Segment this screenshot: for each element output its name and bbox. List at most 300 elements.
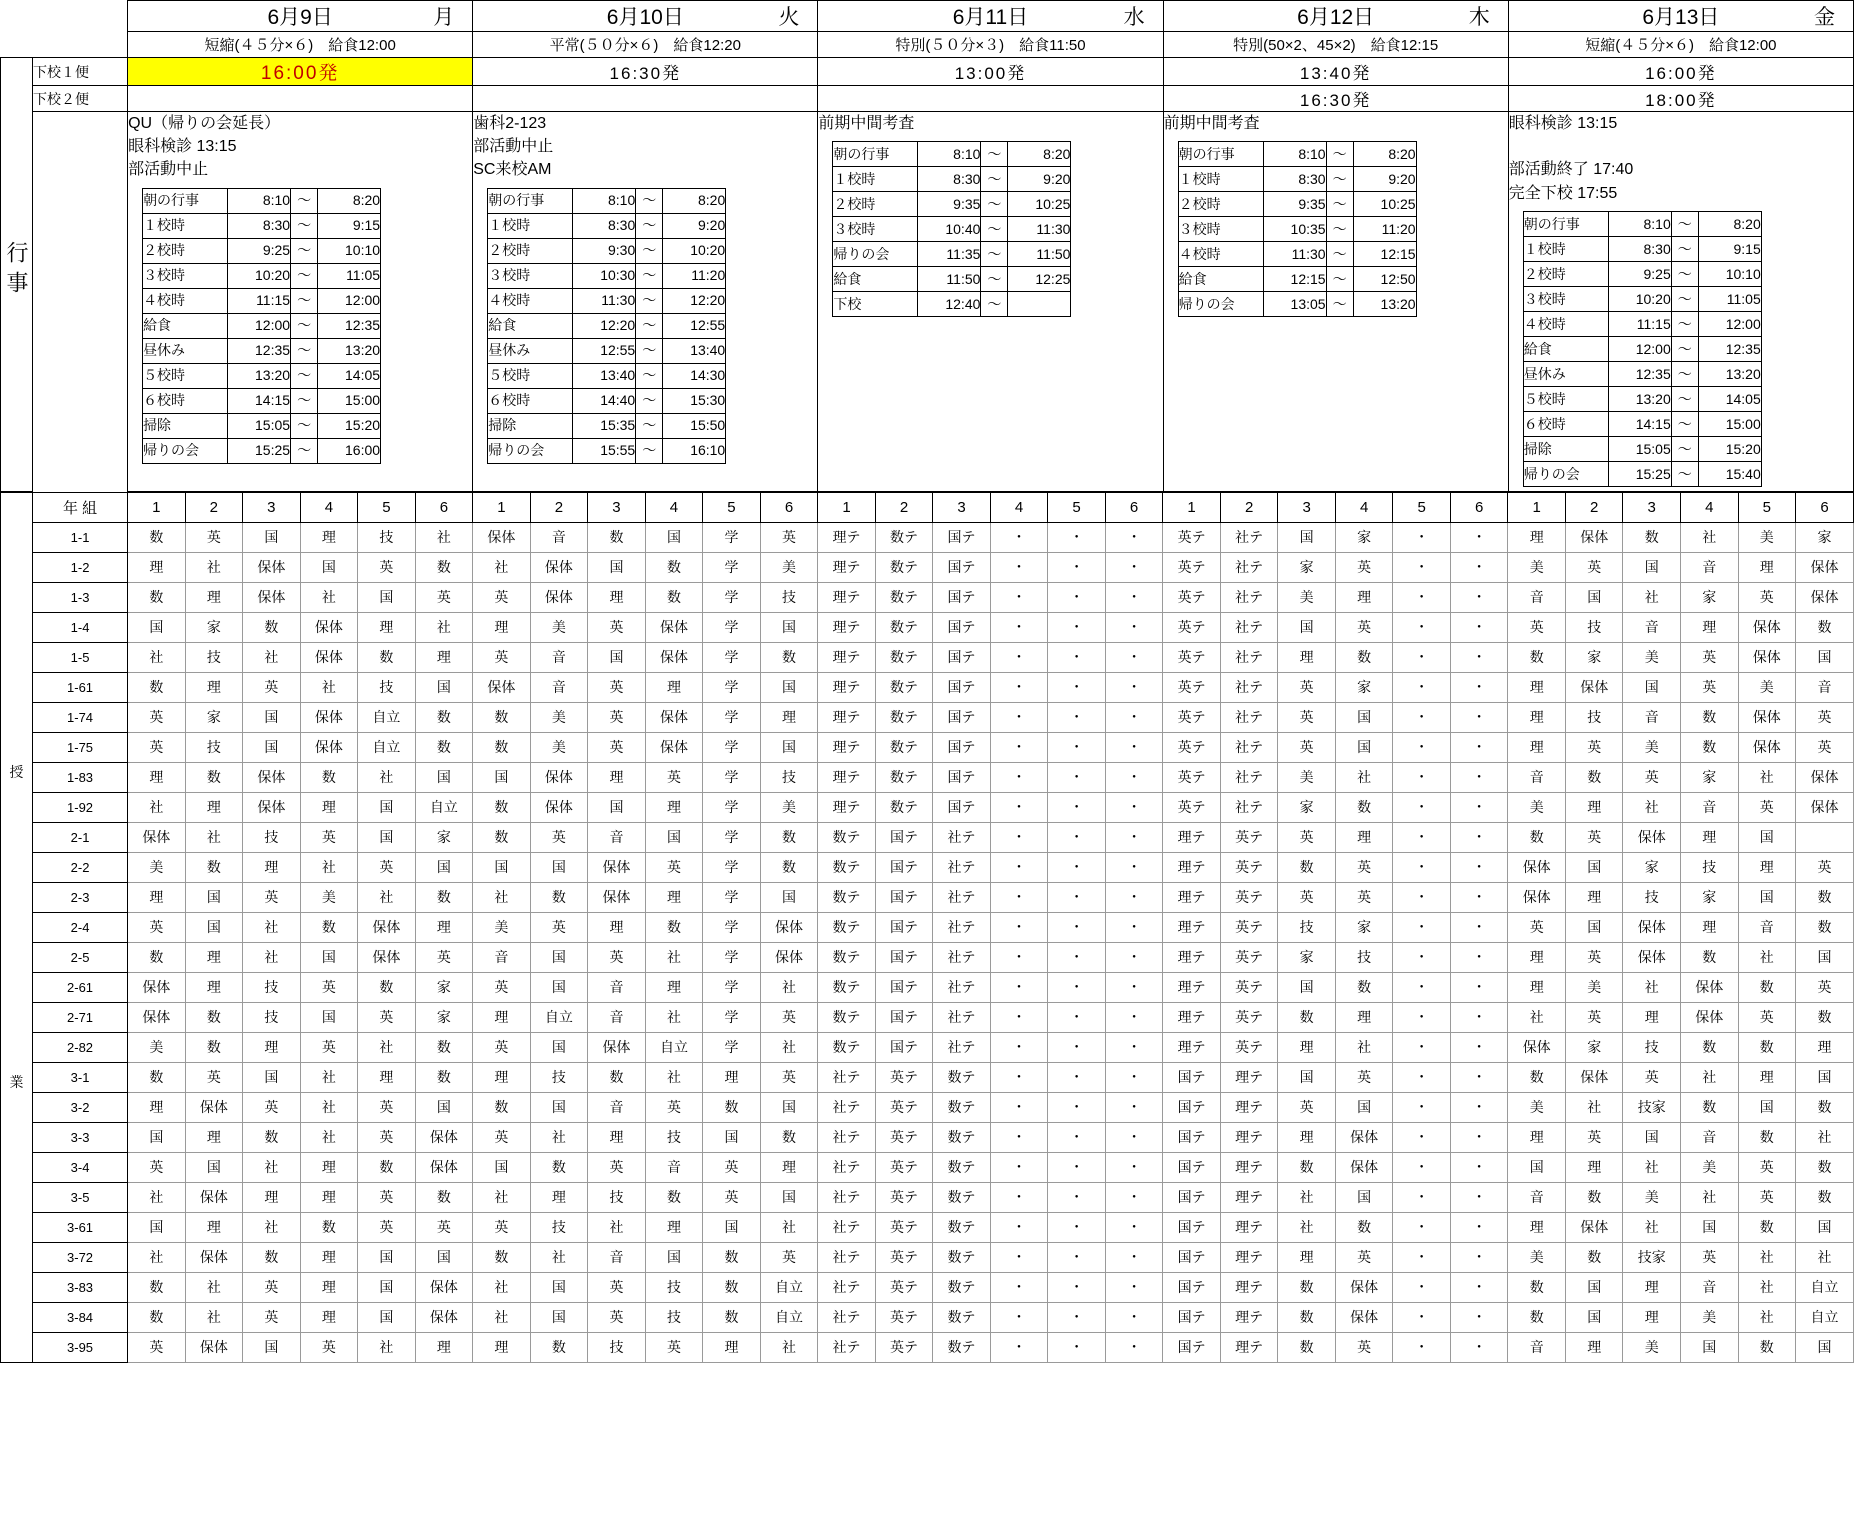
period-start: 13:05 — [1263, 292, 1326, 317]
period-schedule-row — [1178, 192, 1416, 217]
subject-cell: ・ — [1048, 852, 1106, 882]
period-tilde: 〜 — [291, 238, 318, 263]
subject-cell: 理テ — [1220, 1122, 1278, 1152]
period-header-d3-p4: 4 — [1335, 492, 1393, 522]
subject-cell: 社テ — [818, 1302, 876, 1332]
period-end: 16:00 — [318, 438, 381, 463]
subject-cell: 英テ — [875, 1302, 933, 1332]
subject-cell: 数 — [243, 612, 301, 642]
subject-cell: ・ — [1048, 792, 1106, 822]
subject-cell: 数テ — [933, 1092, 991, 1122]
period-schedule-row — [488, 413, 726, 438]
subject-cell: 社 — [128, 1242, 186, 1272]
day-date-2: 6月11日 — [952, 6, 1029, 29]
subject-cell: 国テ — [875, 822, 933, 852]
subject-cell: 美 — [530, 732, 588, 762]
table-row — [1, 942, 1854, 972]
subject-cell: 社 — [1796, 1242, 1854, 1272]
day-header-4 — [1508, 1, 1853, 32]
table-row — [1, 1182, 1854, 1212]
subject-cell: 国 — [300, 942, 358, 972]
period-schedule-row — [1523, 386, 1761, 411]
table-row — [1, 702, 1854, 732]
subject-cell: 保体 — [588, 852, 646, 882]
subject-cell: 音 — [588, 972, 646, 1002]
subject-cell: 保体 — [1335, 1122, 1393, 1152]
subject-cell: ・ — [990, 822, 1048, 852]
subject-cell: 保体 — [1738, 642, 1796, 672]
subject-cell: 学 — [703, 702, 761, 732]
period-tilde: 〜 — [291, 313, 318, 338]
subject-cell: ・ — [1048, 942, 1106, 972]
subject-cell: 国 — [1335, 702, 1393, 732]
period-name: 掃除 — [1523, 436, 1608, 461]
events-cell-0 — [128, 112, 473, 492]
period-end — [1008, 292, 1071, 317]
subject-cell: 社 — [1738, 762, 1796, 792]
subject-cell: 社 — [358, 882, 416, 912]
subject-cell: ・ — [1048, 1242, 1106, 1272]
day-date-1: 6月10日 — [606, 6, 684, 29]
departure-2-label: 下校２便 — [33, 86, 128, 112]
period-schedule-row — [143, 413, 381, 438]
period-end: 9:20 — [1008, 167, 1071, 192]
subject-cell: 理 — [1278, 642, 1336, 672]
subject-cell: 理 — [473, 1002, 531, 1032]
subject-cell: 保体 — [300, 702, 358, 732]
period-start: 15:25 — [228, 438, 291, 463]
subject-cell: 数 — [645, 912, 703, 942]
events-section — [0, 0, 1854, 492]
period-tilde: 〜 — [1671, 361, 1698, 386]
subject-cell: 保体 — [1335, 1152, 1393, 1182]
subject-cell: 数 — [128, 522, 186, 552]
subject-cell: 数テ — [875, 732, 933, 762]
subject-cell: ・ — [1450, 1122, 1508, 1152]
subject-cell: 理テ — [1220, 1212, 1278, 1242]
period-tilde: 〜 — [1671, 336, 1698, 361]
subject-cell: 社 — [1796, 1122, 1854, 1152]
subject-cell: 数テ — [818, 1032, 876, 1062]
subject-cell: 英 — [1796, 732, 1854, 762]
subject-cell: 理 — [1738, 552, 1796, 582]
subject-cell: ・ — [1105, 1332, 1163, 1362]
period-name: 帰りの会 — [143, 438, 228, 463]
subject-cell: 英テ — [1220, 852, 1278, 882]
subject-cell: 国 — [1623, 1122, 1681, 1152]
subject-cell: 英テ — [875, 1122, 933, 1152]
period-name: 給食 — [833, 267, 918, 292]
period-header-d0-p2: 2 — [185, 492, 243, 522]
subject-cell: 美 — [1680, 1152, 1738, 1182]
subject-cell: 技 — [1680, 852, 1738, 882]
subject-cell: 国 — [1278, 612, 1336, 642]
period-end: 11:05 — [318, 263, 381, 288]
subject-cell: 音 — [645, 1152, 703, 1182]
subject-cell: 英 — [1565, 1122, 1623, 1152]
subject-cell: 英 — [1508, 912, 1566, 942]
subject-cell: ・ — [1393, 732, 1451, 762]
subject-cell: 保体 — [1335, 1302, 1393, 1332]
subject-cell: 理 — [588, 582, 646, 612]
subject-cell: 英テ — [875, 1242, 933, 1272]
subject-cell: 美 — [128, 852, 186, 882]
period-tilde: 〜 — [636, 263, 663, 288]
subject-cell: 技 — [530, 1062, 588, 1092]
period-tilde: 〜 — [291, 363, 318, 388]
subject-cell: 英 — [243, 672, 301, 702]
subject-cell: 英テ — [1163, 522, 1221, 552]
class-name: 3-95 — [33, 1332, 128, 1362]
subject-cell: 数テ — [875, 582, 933, 612]
subject-cell: 数テ — [875, 762, 933, 792]
subject-cell: 社 — [243, 912, 301, 942]
period-schedule-row — [1523, 436, 1761, 461]
class-column-header: 年 組 — [33, 492, 128, 522]
period-tilde: 〜 — [981, 267, 1008, 292]
subject-cell: ・ — [1105, 552, 1163, 582]
subject-cell: 家 — [1565, 1032, 1623, 1062]
subject-cell: 理テ — [818, 762, 876, 792]
subject-cell: 数テ — [818, 1002, 876, 1032]
subject-cell: 英 — [1278, 822, 1336, 852]
subject-cell: 音 — [530, 522, 588, 552]
subject-cell: ・ — [1393, 1032, 1451, 1062]
subject-cell: 美 — [1623, 642, 1681, 672]
period-header-d2-p4: 4 — [990, 492, 1048, 522]
subject-cell: 英 — [760, 1062, 818, 1092]
subject-cell: 国 — [358, 792, 416, 822]
subject-cell: 理 — [1796, 1032, 1854, 1062]
subject-cell: 理テ — [1163, 1032, 1221, 1062]
subject-cell: 国 — [243, 1332, 301, 1362]
subject-cell: ・ — [990, 522, 1048, 552]
period-schedule-row — [1523, 286, 1761, 311]
period-name: ３校時 — [488, 263, 573, 288]
period-tilde: 〜 — [1671, 386, 1698, 411]
subject-cell: 国 — [1623, 552, 1681, 582]
subject-cell: ・ — [1393, 1062, 1451, 1092]
subject-cell: 美 — [1508, 792, 1566, 822]
subject-cell: 保体 — [1623, 942, 1681, 972]
subject-cell: ・ — [1393, 1002, 1451, 1032]
pattern-row — [1, 32, 1854, 58]
subject-cell: 音 — [1680, 792, 1738, 822]
subject-cell: 英 — [645, 762, 703, 792]
period-name: ４校時 — [143, 288, 228, 313]
subject-cell: ・ — [1105, 1122, 1163, 1152]
day-header-3 — [1163, 1, 1508, 32]
subject-cell: 数 — [473, 702, 531, 732]
subject-cell: 社 — [1738, 1302, 1796, 1332]
subject-cell: 家 — [415, 972, 473, 1002]
subject-cell: ・ — [990, 702, 1048, 732]
subject-cell: ・ — [1393, 1212, 1451, 1242]
subject-cell: 美 — [530, 612, 588, 642]
subject-cell: 英 — [473, 582, 531, 612]
subject-cell: ・ — [1393, 672, 1451, 702]
subject-cell: 国テ — [933, 642, 991, 672]
subject-cell: 数 — [703, 1092, 761, 1122]
subject-cell: ・ — [1048, 1062, 1106, 1092]
subject-cell: 保体 — [1335, 1272, 1393, 1302]
subject-cell: 英 — [415, 942, 473, 972]
subject-cell: ・ — [1393, 762, 1451, 792]
subject-cell: 社 — [1680, 1062, 1738, 1092]
subject-cell: 国 — [760, 732, 818, 762]
subject-cell: ・ — [990, 1152, 1048, 1182]
subject-cell: 社 — [645, 1062, 703, 1092]
subject-cell: 保体 — [415, 1152, 473, 1182]
subject-cell: 音 — [530, 672, 588, 702]
event-line: 歯科2-123 — [473, 115, 547, 132]
period-end: 8:20 — [1353, 142, 1416, 167]
subject-cell: 国 — [1565, 1302, 1623, 1332]
period-start: 15:55 — [573, 438, 636, 463]
subject-cell: 社 — [185, 552, 243, 582]
subject-cell: 国 — [1680, 1212, 1738, 1242]
period-tilde: 〜 — [291, 263, 318, 288]
subject-cell: 国 — [1796, 942, 1854, 972]
class-name: 2-5 — [33, 942, 128, 972]
period-name: ４校時 — [1523, 311, 1608, 336]
subject-cell: 学 — [703, 882, 761, 912]
subject-cell: 国テ — [1163, 1062, 1221, 1092]
subject-cell: 国 — [128, 612, 186, 642]
subject-cell: 美 — [1508, 1092, 1566, 1122]
subject-cell: 数テ — [933, 1182, 991, 1212]
table-row — [1, 1092, 1854, 1122]
period-schedule-row — [1178, 142, 1416, 167]
subject-cell: 数 — [530, 1152, 588, 1182]
subject-cell: 保体 — [1508, 852, 1566, 882]
subject-cell: 社 — [415, 522, 473, 552]
subject-cell: 理テ — [1163, 912, 1221, 942]
subject-cell: 理 — [1508, 1122, 1566, 1152]
period-end: 12:15 — [1353, 242, 1416, 267]
subject-cell: 理 — [128, 762, 186, 792]
subject-cell: 理 — [300, 1182, 358, 1212]
subject-cell: 数テ — [933, 1242, 991, 1272]
subject-cell: 国テ — [875, 882, 933, 912]
subject-cell: 社 — [1278, 1182, 1336, 1212]
period-tilde: 〜 — [981, 142, 1008, 167]
subject-cell: 理 — [185, 582, 243, 612]
subject-cell: 家 — [1278, 942, 1336, 972]
subject-cell: 英 — [645, 1092, 703, 1122]
subject-cell: 数 — [530, 1332, 588, 1362]
class-name: 2-3 — [33, 882, 128, 912]
pattern-3: 特別(50×2、45×2) 給食12:15 — [1163, 32, 1508, 58]
subject-cell: 国 — [1623, 672, 1681, 702]
subject-cell: 理 — [358, 612, 416, 642]
period-header-d1-p3: 3 — [588, 492, 646, 522]
subject-cell: 国 — [645, 1242, 703, 1272]
subject-cell: ・ — [1105, 1212, 1163, 1242]
subject-cell: 理 — [243, 852, 301, 882]
subject-cell: 音 — [1508, 1332, 1566, 1362]
period-name: １校時 — [1523, 236, 1608, 261]
subject-cell: ・ — [1105, 1272, 1163, 1302]
subject-cell: 技 — [1278, 912, 1336, 942]
subject-cell: 理テ — [1163, 882, 1221, 912]
subject-cell: 保体 — [128, 822, 186, 852]
subject-cell: ・ — [1450, 1212, 1508, 1242]
subject-cell: 社テ — [818, 1272, 876, 1302]
period-header-d3-p6: 6 — [1450, 492, 1508, 522]
subject-cell: 数 — [1796, 882, 1854, 912]
table-row — [1, 612, 1854, 642]
subject-cell: 数 — [473, 732, 531, 762]
subject-cell: ・ — [1450, 972, 1508, 1002]
subject-cell: 美 — [1508, 1242, 1566, 1272]
subject-cell: 理 — [300, 1302, 358, 1332]
timetable-header-row — [1, 492, 1854, 522]
period-schedule-row — [1523, 261, 1761, 286]
subject-cell: 数 — [1738, 972, 1796, 1002]
subject-cell: ・ — [1393, 702, 1451, 732]
subject-cell: 自立 — [760, 1302, 818, 1332]
subject-cell: 保体 — [185, 1332, 243, 1362]
subject-cell: 数テ — [818, 972, 876, 1002]
subject-cell: 学 — [703, 552, 761, 582]
subject-cell: 理 — [760, 702, 818, 732]
subject-cell: 数テ — [875, 672, 933, 702]
subject-cell: 技家 — [1623, 1092, 1681, 1122]
subject-cell: ・ — [990, 1182, 1048, 1212]
subject-cell: ・ — [1393, 1182, 1451, 1212]
subject-cell: 技 — [760, 582, 818, 612]
subject-cell: ・ — [1105, 1092, 1163, 1122]
subject-cell: ・ — [1048, 1332, 1106, 1362]
subject-cell: 数 — [473, 1092, 531, 1122]
period-start: 11:15 — [228, 288, 291, 313]
subject-cell: 英 — [358, 1212, 416, 1242]
period-schedule-row — [1523, 461, 1761, 486]
subject-cell: ・ — [1048, 762, 1106, 792]
subject-cell: ・ — [1105, 882, 1163, 912]
subject-cell: 英 — [358, 1122, 416, 1152]
subject-cell: 英 — [703, 1152, 761, 1182]
subject-cell: 技 — [1623, 1032, 1681, 1062]
subject-cell: ・ — [1105, 792, 1163, 822]
subject-cell: ・ — [990, 1062, 1048, 1092]
period-schedule-row — [833, 242, 1071, 267]
period-schedule-row — [1523, 336, 1761, 361]
class-name: 2-2 — [33, 852, 128, 882]
subject-cell: 社 — [473, 1302, 531, 1332]
subject-cell: 理 — [415, 642, 473, 672]
subject-cell: ・ — [1105, 942, 1163, 972]
subject-cell: 理 — [703, 1332, 761, 1362]
period-end: 13:20 — [318, 338, 381, 363]
subject-cell: 社 — [473, 1182, 531, 1212]
subject-cell: ・ — [1393, 1122, 1451, 1152]
period-tilde: 〜 — [981, 192, 1008, 217]
period-start: 10:30 — [573, 263, 636, 288]
subject-cell: 自立 — [358, 702, 416, 732]
subject-cell: 数テ — [875, 552, 933, 582]
subject-cell: 英 — [530, 912, 588, 942]
table-row — [1, 972, 1854, 1002]
period-end: 10:20 — [663, 238, 726, 263]
period-name: 給食 — [1523, 336, 1608, 361]
period-schedule-row — [833, 167, 1071, 192]
subject-cell: 国テ — [875, 912, 933, 942]
period-schedule-row — [1178, 292, 1416, 317]
period-schedule-row — [488, 263, 726, 288]
subject-cell: ・ — [1048, 582, 1106, 612]
subject-cell: 社テ — [1220, 732, 1278, 762]
subject-cell: 学 — [703, 672, 761, 702]
period-start: 9:25 — [228, 238, 291, 263]
subject-cell: 国 — [1796, 1062, 1854, 1092]
subject-cell: ・ — [990, 792, 1048, 822]
subject-cell: ・ — [1105, 1182, 1163, 1212]
subject-cell: 理 — [185, 972, 243, 1002]
departure-1-day-4: 16:00発 — [1508, 58, 1853, 86]
subject-cell: 技 — [243, 972, 301, 1002]
period-schedule-row — [488, 363, 726, 388]
subject-cell: 技 — [185, 642, 243, 672]
subject-cell: 英テ — [1163, 702, 1221, 732]
subject-cell: 音 — [1738, 912, 1796, 942]
subject-cell: 社 — [1335, 762, 1393, 792]
subject-cell: ・ — [990, 672, 1048, 702]
subject-cell: ・ — [1048, 1002, 1106, 1032]
event-line: 眼科検診 13:15 — [1508, 115, 1618, 132]
period-name: 昼休み — [1523, 361, 1608, 386]
subject-cell: 数テ — [875, 792, 933, 822]
subject-cell: 社 — [530, 1242, 588, 1272]
subject-cell: 英テ — [1163, 792, 1221, 822]
subject-cell: 美 — [1623, 732, 1681, 762]
subject-cell: 社テ — [818, 1122, 876, 1152]
subject-cell: 英テ — [875, 1272, 933, 1302]
subject-cell: 数 — [1335, 642, 1393, 672]
subject-cell: 英 — [645, 852, 703, 882]
period-start: 12:35 — [228, 338, 291, 363]
subject-cell: 英 — [300, 1332, 358, 1362]
subject-cell: 家 — [1680, 762, 1738, 792]
table-row — [1, 1242, 1854, 1272]
subject-cell: ・ — [1048, 732, 1106, 762]
subject-cell: ・ — [1105, 1062, 1163, 1092]
period-tilde: 〜 — [636, 313, 663, 338]
subject-cell: 国テ — [1163, 1212, 1221, 1242]
subject-cell: 理 — [1738, 852, 1796, 882]
subject-cell: 数 — [1278, 1152, 1336, 1182]
day-header-1 — [473, 1, 818, 32]
subject-cell: 美 — [760, 552, 818, 582]
subject-cell: 社 — [300, 1062, 358, 1092]
table-row — [1, 582, 1854, 612]
subject-cell: 社 — [1335, 1032, 1393, 1062]
subject-cell: 数テ — [875, 522, 933, 552]
period-name: 下校 — [833, 292, 918, 317]
subject-cell: 音 — [588, 1002, 646, 1032]
subject-cell: 英 — [1796, 852, 1854, 882]
subject-cell: 数 — [1565, 1182, 1623, 1212]
subject-cell: 保体 — [243, 552, 301, 582]
subject-cell: 理 — [645, 1212, 703, 1242]
subject-cell: 英テ — [875, 1092, 933, 1122]
subject-cell: 保体 — [1680, 972, 1738, 1002]
period-end: 12:35 — [318, 313, 381, 338]
subject-cell: ・ — [1450, 522, 1508, 552]
subject-cell: 学 — [703, 762, 761, 792]
subject-cell: 理 — [300, 1242, 358, 1272]
